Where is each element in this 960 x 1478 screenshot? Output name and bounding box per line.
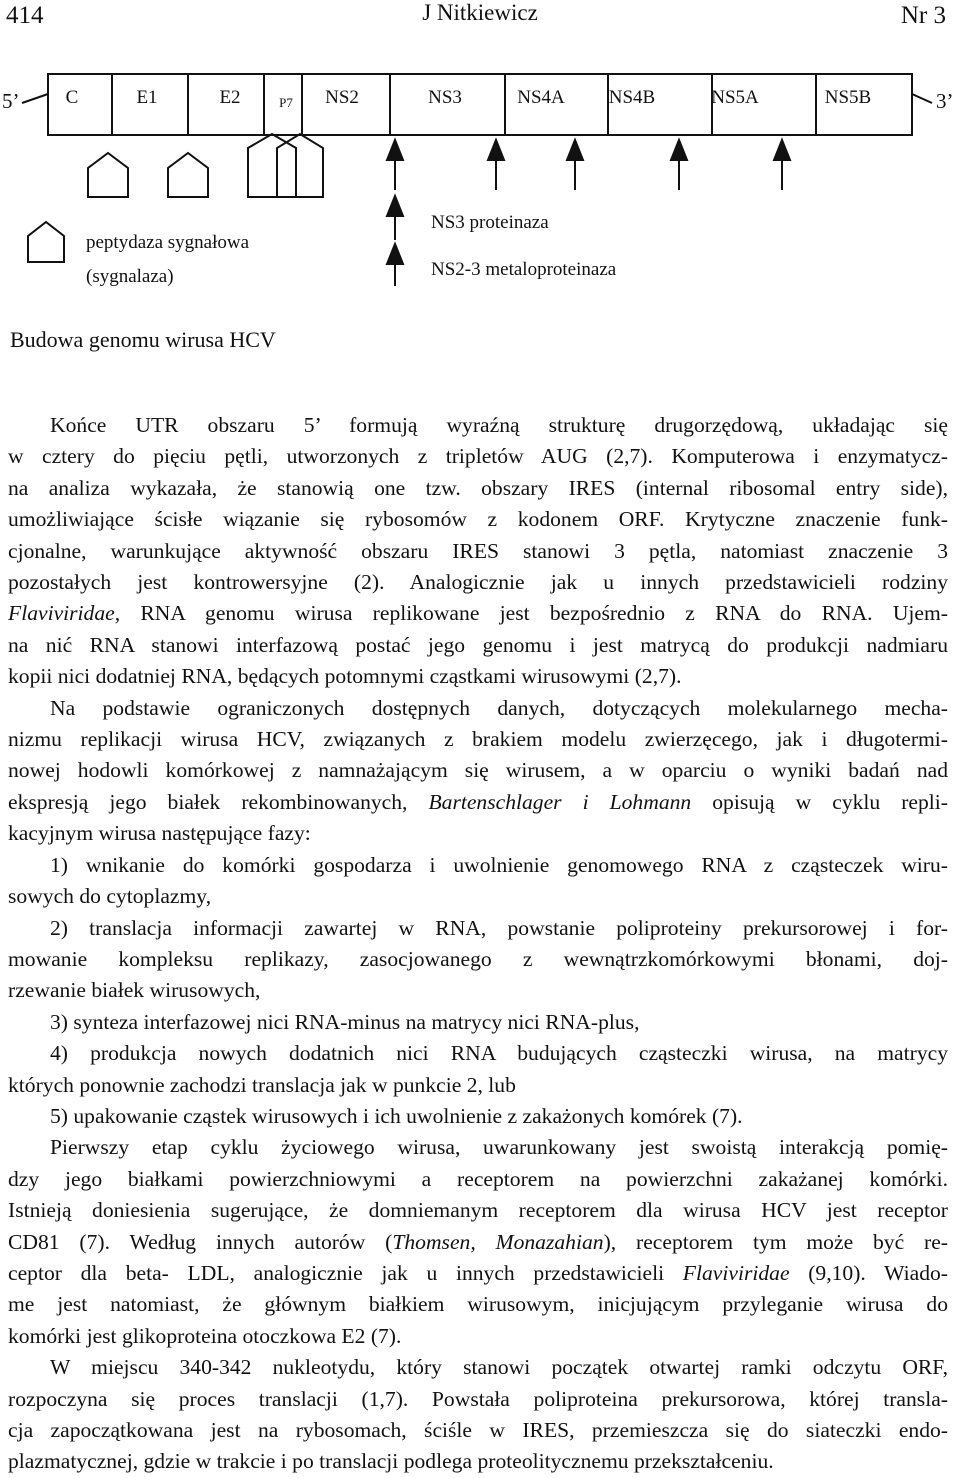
text-run: sowych do cytoplazmy,: [8, 884, 212, 909]
genome-box: [48, 74, 912, 135]
text-line: [8, 850, 948, 881]
three-prime-label: 3’: [936, 89, 954, 113]
text-line: [8, 567, 948, 598]
text-line: [8, 1038, 948, 1069]
text-line: [8, 598, 948, 629]
text-run: opisują w cyklu repli-: [691, 789, 948, 814]
text-run: których ponownie zachodzi translacja jak w punkcie 2, lub: [8, 1072, 516, 1097]
text-run: Końce UTR obszaru 5’ formują wyraźną strukturę drugorzędową, układając się: [50, 413, 948, 437]
text-line: [8, 818, 948, 849]
three-prime-strand: [912, 94, 932, 103]
text-line: [8, 1384, 948, 1415]
five-prime-strand: [22, 94, 48, 103]
text-run: ceptor dla beta- LDL, analogicznie jak u innych przedstawicieli: [8, 1260, 683, 1285]
segment-label-ns3: NS3: [428, 87, 462, 108]
text-run: umożliwiające ścisłe wiązanie się rybosomów z kodonem ORF. Krytyczne znaczenie funk-: [8, 507, 948, 532]
text-run: 3) synteza interfazowej nici RNA-minus na matrycy nici RNA-plus,: [50, 1009, 640, 1034]
text-line: [8, 1007, 948, 1038]
text-run: W miejscu 340-342 nukleotydu, który stanowi początek otwartej ramki odczytu ORF,: [50, 1355, 948, 1380]
text-line: [8, 881, 948, 912]
text-run: kacyjnym wirusa następujące fazy:: [8, 821, 311, 846]
text-line: [8, 441, 948, 472]
italic-text: Bartenschlager i Lohmann: [428, 789, 692, 814]
text-line: [8, 1446, 948, 1477]
text-line: [8, 1352, 948, 1383]
text-line: [8, 1132, 948, 1163]
arrow-up-icon: [488, 140, 504, 190]
text-run: Pierwszy etap cyklu życiowego wirusa, uwarunkowany jest swoistą interakcją pomię-: [50, 1135, 948, 1160]
text-run: rzewanie białek wirusowych,: [8, 978, 261, 1003]
text-run: na analiza wykazała, że stanowią one tzw. obszary IRES (internal ribosomal entry side),: [8, 475, 948, 500]
arrow-up-icon: [567, 140, 583, 190]
text-run: nizmu replikacji wirusa HCV, związanych z brakiem modelu zwierzęcego, jak i długotermi-: [8, 727, 948, 752]
legend-ns3-protease: NS3 proteinaza: [431, 212, 549, 233]
text-run: plazmatycznej, gdzie w trakcie i po translacji podlega proteolitycznemu przekształceniu.: [8, 1449, 774, 1474]
pentagon-icon: [88, 153, 128, 197]
arrow-up-icon: [774, 140, 790, 190]
arrow-up-icon: [387, 140, 403, 190]
text-line: [8, 630, 948, 661]
text-line: [8, 913, 948, 944]
text-line: [8, 944, 948, 975]
text-line: [8, 1101, 948, 1132]
text-run: dzy jego białkami powierzchniowymi a receptorem na powierzchni zakażanej komórki.: [8, 1166, 948, 1191]
segment-label-ns2: NS2: [325, 87, 359, 108]
figure-caption: Budowa genomu wirusa HCV: [10, 327, 276, 352]
article-body: [8, 410, 948, 1478]
text-line: [8, 410, 948, 441]
issue-number: Nr 3: [900, 2, 946, 29]
text-run: nowej hodowli komórkowej z namnażającym się wirusem, a w oparciu o wyniki badań nad: [8, 758, 948, 783]
text-run: w cztery do pięciu pętli, utworzonych z tripletów AUG (2,7). Komputerowa i enzymatycz-: [8, 444, 948, 469]
text-line: [8, 975, 948, 1006]
text-run: rozpoczyna się proces translacji (1,7). Powstała poliproteina prekursorowa, której transla-: [8, 1386, 948, 1411]
legend-ns23-metalloprotease: NS2-3 metaloproteinaza: [431, 259, 617, 280]
text-run: (9,10). Wiado-: [789, 1260, 948, 1285]
text-run: komórki jest glikoproteina otoczkowa E2 (7).: [8, 1323, 402, 1348]
italic-text: Thomsen, Monazahian: [392, 1229, 604, 1254]
hcv-genome-diagram: [0, 0, 960, 370]
text-line: [8, 473, 948, 504]
segment-labels: [66, 87, 872, 110]
segment-label-e1: E1: [136, 87, 158, 108]
arrow-up-icon: [671, 140, 687, 190]
text-line: [8, 1289, 948, 1320]
text-run: CD81 (7). Według innych autorów (: [8, 1229, 393, 1254]
five-prime-label: 5’: [2, 89, 20, 113]
segment-label-c: C: [65, 87, 79, 108]
text-run: 2) translacja informacji zawartej w RNA, powstanie poliproteiny prekursorowej i for-: [50, 915, 948, 940]
protease-cleavage-arrows: [387, 140, 790, 190]
text-run: 5) upakowanie cząstek wirusowych i ich uwolnienie z zakażonych komórek (7).: [50, 1103, 743, 1128]
italic-text: Flaviviridae: [682, 1260, 790, 1285]
text-line: [8, 1321, 948, 1352]
italic-text: Flaviviridae,: [8, 601, 121, 626]
text-line: [8, 504, 948, 535]
text-line: [8, 536, 948, 567]
text-run: 4) produkcja nowych dodatnich nici RNA budujących cząsteczki wirusa, na matrycy: [50, 1041, 948, 1066]
legend-pentagon-icon: [28, 222, 64, 262]
segment-label-ns4b: NS4B: [608, 87, 656, 108]
text-line: [8, 693, 948, 724]
text-line: [8, 755, 948, 786]
text-line: [8, 1195, 948, 1226]
legend-arrow-icons: [387, 196, 403, 286]
pentagon-icon: [248, 134, 296, 197]
segment-label-ns5a: NS5A: [711, 87, 759, 108]
segment-label-ns5b: NS5B: [824, 87, 872, 108]
text-line: [8, 1415, 948, 1446]
text-line: [8, 1258, 948, 1289]
text-line: [8, 1070, 948, 1101]
text-run: ), receptorem tym może być re-: [603, 1229, 948, 1254]
text-run: ekspresją jego białek rekombinowanych,: [8, 789, 429, 814]
text-run: 1) wnikanie do komórki gospodarza i uwolnienie genomowego RNA z cząsteczek wiru-: [50, 852, 948, 877]
text-line: [8, 1227, 948, 1258]
text-line: [8, 661, 948, 692]
arrow-up-icon: [387, 244, 403, 286]
text-line: [8, 724, 948, 755]
text-run: Na podstawie ograniczonych dostępnych danych, dotyczących molekularnego mecha-: [50, 695, 948, 720]
running-author: J Nitkiewicz: [422, 0, 538, 25]
arrow-up-icon: [387, 196, 403, 240]
text-run: pozostałych jest kontrowersyjne (2). Analogicznie jak u innych przedstawicieli rodziny: [8, 570, 948, 595]
text-run: kopii nici dodatniej RNA, będących potomnymi cząstkami wirusowymi (2,7).: [8, 664, 682, 689]
text-run: na nić RNA stanowi interfazową postać jego genomu i jest matrycą do produkcji nadmiaru: [8, 632, 948, 657]
legend-signal-peptidase-alt: (sygnalaza): [86, 266, 174, 287]
text-run: cja zapoczątkowana jest na rybosomach, ściśle w IRES, przemieszcza się do siateczki endo-: [8, 1418, 948, 1442]
pentagon-icon: [168, 153, 208, 197]
text-run: Istnieją doniesienia sugerujące, że domniemanym receptorem dla wirusa HCV jest receptor: [8, 1198, 948, 1223]
text-run: cjonalne, warunkujące aktywność obszaru IRES stanowi 3 pętla, natomiast znaczenie 3: [8, 538, 948, 563]
segment-label-e2: E2: [219, 87, 241, 108]
legend-signal-peptidase: peptydaza sygnałowa: [86, 232, 250, 253]
pentagon-icon: [277, 134, 323, 197]
segment-label-ns4a: NS4A: [517, 87, 565, 108]
text-run: RNA genomu wirusa replikowane jest bezpośrednio z RNA do RNA. Ujem-: [120, 601, 948, 626]
text-run: mowanie kompleksu replikazy, zasocjowanego z wewnątrzkomórkowymi błonami, doj-: [8, 946, 948, 971]
page-number: 414: [6, 2, 44, 29]
signal-peptidase-sites: [88, 134, 323, 197]
text-line: [8, 787, 948, 818]
text-line: [8, 1164, 948, 1195]
segment-label-p7: P7: [279, 95, 293, 110]
text-run: me jest natomiast, że głównym białkiem wirusowym, inicjującym przyleganie wirusa do: [8, 1292, 948, 1317]
